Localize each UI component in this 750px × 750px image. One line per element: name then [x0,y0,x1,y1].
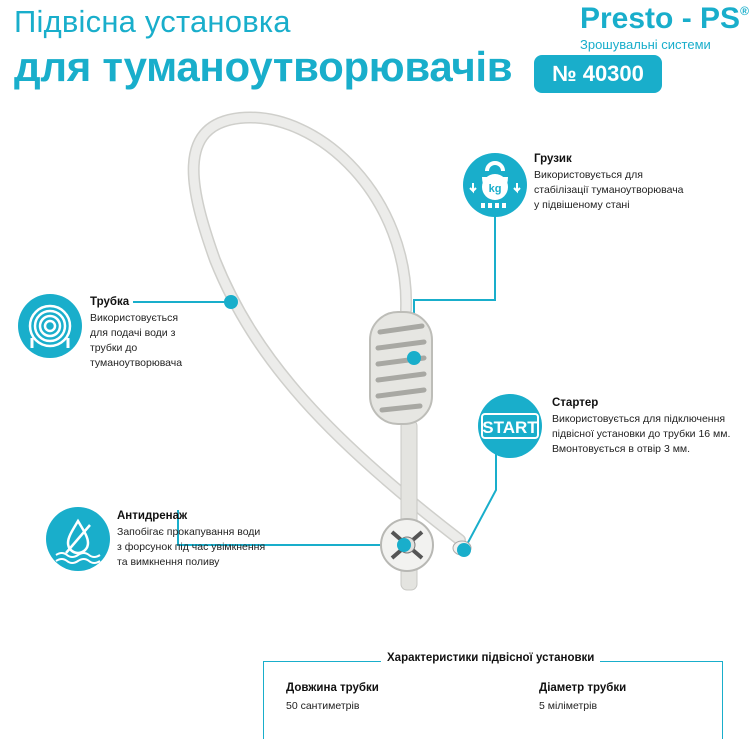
antidrain-title: Антидренаж [117,510,188,522]
connector-lines [133,210,496,550]
kettlebell-icon [463,153,527,217]
tube-title: Трубка [90,296,130,308]
tube-coil-icon [18,294,82,358]
article-number-badge: № 40300 [534,55,662,93]
weight-description: Використовується для стабілізації туманоутворювача у підвішеному стані [534,169,684,211]
starter-connector [464,447,496,550]
svg-text:kg: kg [488,183,502,195]
page-title-line1: Підвісна установка [14,4,291,39]
weight-title: Грузик [534,153,572,165]
spec-diameter-name: Діаметр трубки [539,682,627,694]
brand-tagline: Зрошувальні системи [580,37,711,52]
brand-name: Presto - PS [580,2,741,35]
start-icon [478,394,542,458]
brand-mark: ® [740,4,749,18]
spec-length-value: 50 сантиметрів [286,700,360,712]
starter-description: Використовується для підключення підвісної установки до трубки 16 мм. Вмонтовується в отвір 3 мм. [552,413,731,455]
antidrain-description: Запобігає прокапування води з форсунок під час увімкнення та вимкнення поливу [117,526,266,568]
tube-description: Використовується для подачі води з трубки до туманоутворювача [90,312,183,369]
spec-length-name: Довжина трубки [286,682,379,694]
specs-title: Характеристики підвісної установки [381,652,600,664]
page-title-line2: для туманоутворювачів [14,43,513,90]
spec-diameter-value: 5 міліметрів [539,700,598,712]
start-icon-text: START [482,418,538,437]
starter-title: Стартер [552,397,599,409]
no-drip-icon [46,507,110,571]
